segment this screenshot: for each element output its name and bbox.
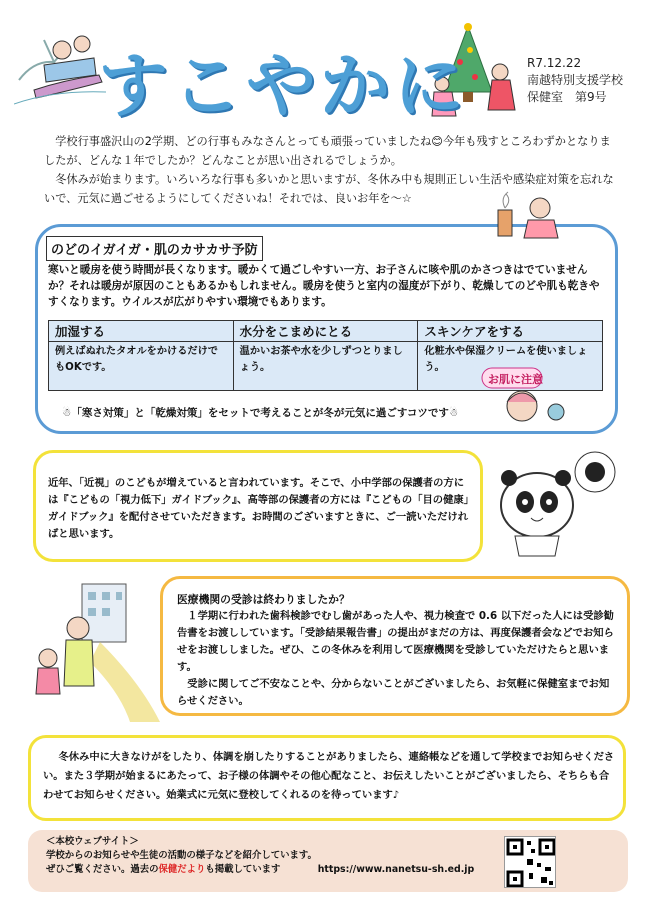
website-heading: ＜本校ウェブサイト＞	[46, 836, 139, 847]
tip-heading-humidify: 加湿する	[49, 323, 233, 342]
dry-skin-girl-illustration	[478, 362, 568, 426]
newsletter-title: すこやかに	[98, 45, 468, 127]
tip-cell	[49, 321, 234, 391]
website-url[interactable]: https://www.nanetsu-sh.ed.jp	[317, 864, 475, 875]
winter-notice-text: 冬休み中に大きなけがをしたり、体調を崩したりすることがありましたら、連絡帳などを通して学校までお知らせください。また３学期が始まるにあたって、お子様の体調やその他心配なこと、お伝えしたいことがございましたら、そちらも合わせてお知らせください。始業式に元気に登校してくれるのを待っています♪	[43, 751, 615, 801]
myopia-section	[33, 450, 483, 562]
tip-heading-hydrate: 水分をこまめにとる	[234, 323, 418, 342]
dry-skin-badge-text: お肌に注意	[488, 373, 543, 386]
issue-date: R7.12.22	[527, 56, 582, 70]
tip-text-humidify: 例えばぬれたタオルをかけるだけでもOKです。	[55, 346, 218, 373]
tip-text-skincare: 化粧水や保湿クリームを使いましょう。	[424, 346, 588, 373]
past-newsletters-label: 保健だより	[158, 864, 206, 875]
medical-paragraph-1: １学期に行われた歯科検診でむし歯があった人や、視力検査で 0.6 以下だった人には受診勧告書をお渡ししています。「受診結果報告書」の提出がまだの方は、再度保護者会などでお知らせをお渡ししました。ぜひ、この冬休みを利用して医療機関を受診していただけたらと思います。	[177, 610, 614, 673]
qr-code-icon[interactable]	[504, 836, 556, 888]
winter-notice	[28, 735, 626, 821]
myopia-text: 近年、「近視」のこどもが増えていると言われています。そこで、小中学部の保護者の方には『こどもの「視力低下」ガイドブック』、高等部の保護者の方には『こどもの「目の健康」ガイドブック』を配付させていただきます。お時間のございますときに、ご一読いただければと思います。	[48, 477, 469, 540]
dryness-footer	[62, 405, 458, 420]
medical-section	[160, 576, 630, 716]
website-line-1: 学校からのお知らせや生徒の活動の様子などを紹介しています。	[46, 850, 317, 861]
dryness-title: のどのイガイガ・肌のカサカサ予防	[46, 236, 263, 261]
panda-eye-illustration	[495, 450, 625, 560]
website-line-2-c: も掲載しています	[205, 864, 281, 875]
intro-paragraph-2: 冬休みが始まります。いろいろな行事も多いかと思いますが、冬休み中も規則正しい生活や感染症対策を忘れないで、元気に過ごせるようにしてくださいね！それでは、良いお年を～☆	[44, 173, 614, 205]
dryness-footer-text: 「寒さ対策」と「乾燥対策」をセットで考えることが冬が元気に過ごすコツです	[71, 407, 449, 419]
issue-info	[527, 55, 623, 106]
school-name: 南越特別支援学校	[527, 73, 624, 87]
dryness-body: 寒いと暖房を使う時間が長くなります。暖かくて過ごしやすい一方、お子さんに咳や肌のかさつきはでていませんか？それは暖房が原因のこともあるかもしれません。暖房を使うと室内の湿度が下がり、乾燥してのどや肌も乾きやすくなります。ウイルスが広がりやすい環境でもあります。	[48, 264, 600, 308]
intro-paragraph-1: 学校行事盛沢山の2学期、どの行事もみなさんとっても頑張っていましたね😊今年も残すところわずかとなりましたが、どんな１年でしたか？どんなことが思い出されるでしょうか。	[44, 135, 611, 167]
website-line-2-a: ぜひご覧ください。過去の	[46, 864, 159, 875]
tip-cell	[233, 321, 418, 391]
snowman-icon: ☃	[448, 407, 459, 419]
issue-number: 保健室 第9号	[527, 90, 607, 104]
sledding-children-illustration	[14, 20, 106, 108]
medical-heading: 医療機関の受診は終わりましたか？	[177, 593, 350, 606]
snowman-icon: ☃	[62, 407, 72, 419]
medical-paragraph-2: 受診に関してご不安なことや、分からないことがございましたら、お気軽に保健室までお知らせください。	[177, 678, 610, 707]
mother-child-hospital-illustration	[30, 582, 162, 722]
tip-heading-skincare: スキンケアをする	[418, 323, 602, 342]
humidifier-illustration	[496, 190, 562, 240]
tip-text-hydrate: 温かいお茶や水を少しずつとりましょう。	[239, 346, 403, 373]
